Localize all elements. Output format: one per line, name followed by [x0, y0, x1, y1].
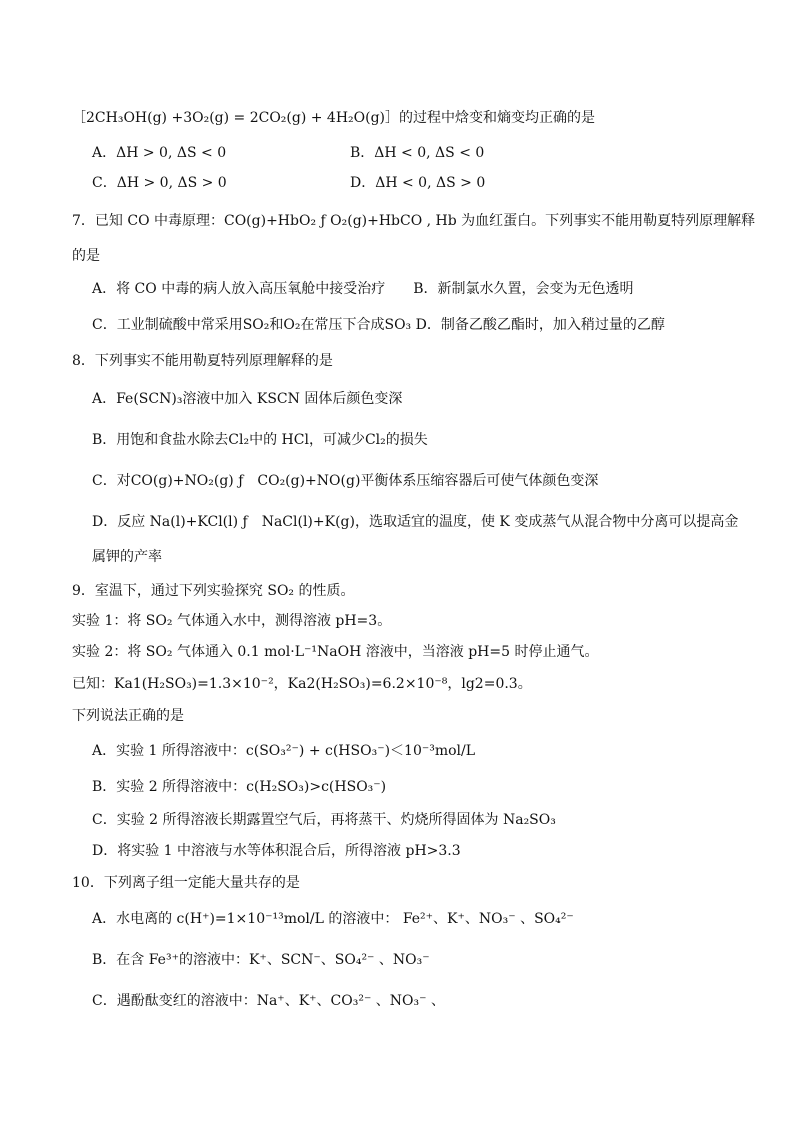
q9-option-b: B．实验 2 所得溶液中：c(H₂SO₃)>c(HSO₃⁻): [92, 779, 387, 795]
q6-option-a: A．ΔH > 0, ΔS < 0: [92, 145, 227, 161]
q10-option-b: B．在含 Fe³⁺的溶液中：K⁺、SCN⁻、SO₄²⁻ 、NO₃⁻: [92, 952, 430, 968]
q8-option-d-line2: 属钾的产率: [92, 549, 162, 565]
q8-option-d-line1: D．反应 Na(l)+KCl(l) ƒ NaCl(l)+K(g)，选取适宜的温度，使 K 变成蒸气从混合物中分离可以提高金: [92, 514, 739, 530]
q9-stem: 9．室温下，通过下列实验探究 SO₂ 的性质。: [72, 583, 355, 599]
q7-stem-line2: 的是: [72, 248, 100, 264]
q9-option-a: A．实验 1 所得溶液中：c(SO₃²⁻) + c(HSO₃⁻)＜10⁻³mol/L: [92, 743, 476, 759]
q8-option-c: C．对CO(g)+NO₂(g) ƒ CO₂(g)+NO(g)平衡体系压缩容器后可使气体颜色变深: [92, 473, 599, 489]
q9-experiment-2: 实验 2：将 SO₂ 气体通入 0.1 mol·L⁻¹NaOH 溶液中，当溶液 pH=5 时停止通气。: [72, 644, 599, 660]
q6-stem-end: ［2CH₃OH(g) +3O₂(g) = 2CO₂(g) + 4H₂O(g)］的过程中焓变和熵变均正确的是: [72, 110, 596, 126]
q8-option-b: B．用饱和食盐水除去Cl₂中的 HCl，可减少Cl₂的损失: [92, 432, 428, 448]
q7-options-cd: C．工业制硫酸中常采用SO₂和O₂在常压下合成SO₃ D．制备乙酸乙酯时，加入稍过量的乙醇: [92, 317, 665, 333]
q9-ask: 下列说法正确的是: [72, 708, 184, 724]
q8-stem: 8．下列事实不能用勒夏特列原理解释的是: [72, 353, 333, 369]
q10-option-a: A．水电离的 c(H⁺)=1×10⁻¹³mol/L 的溶液中： Fe²⁺、K⁺、NO₃⁻ 、SO₄²⁻: [92, 911, 574, 927]
q9-option-c: C．实验 2 所得溶液长期露置空气后，再将蒸干、灼烧所得固体为 Na₂SO₃: [92, 812, 556, 828]
q8-option-a: A．Fe(SCN)₃溶液中加入 KSCN 固体后颜色变深: [92, 391, 403, 407]
q10-stem: 10．下列离子组一定能大量共存的是: [72, 875, 300, 891]
q6-option-b: B．ΔH < 0, ΔS < 0: [350, 145, 485, 161]
q9-experiment-1: 实验 1：将 SO₂ 气体通入水中，测得溶液 pH=3。: [72, 613, 392, 629]
q9-option-d: D．将实验 1 中溶液与水等体积混合后，所得溶液 pH>3.3: [92, 843, 461, 859]
q10-option-c: C．遇酚酞变红的溶液中：Na⁺、K⁺、CO₃²⁻ 、NO₃⁻ 、: [92, 993, 445, 1009]
q7-stem-line1: 7．已知 CO 中毒原理：CO(g)+HbO₂ ƒ O₂(g)+HbCO , Hb 为血红蛋白。下列事实不能用勒夏特列原理解释: [72, 213, 756, 229]
q7-options-ab: A．将 CO 中毒的病人放入高压氧舱中接受治疗 B．新制氯水久置，会变为无色透明: [92, 281, 634, 297]
q9-known: 已知：Ka1(H₂SO₃)=1.3×10⁻²，Ka2(H₂SO₃)=6.2×10⁻⁸，lg2=0.3。: [72, 676, 532, 692]
q6-option-d: D．ΔH < 0, ΔS > 0: [350, 175, 486, 191]
q6-option-c: C．ΔH > 0, ΔS > 0: [92, 175, 227, 191]
